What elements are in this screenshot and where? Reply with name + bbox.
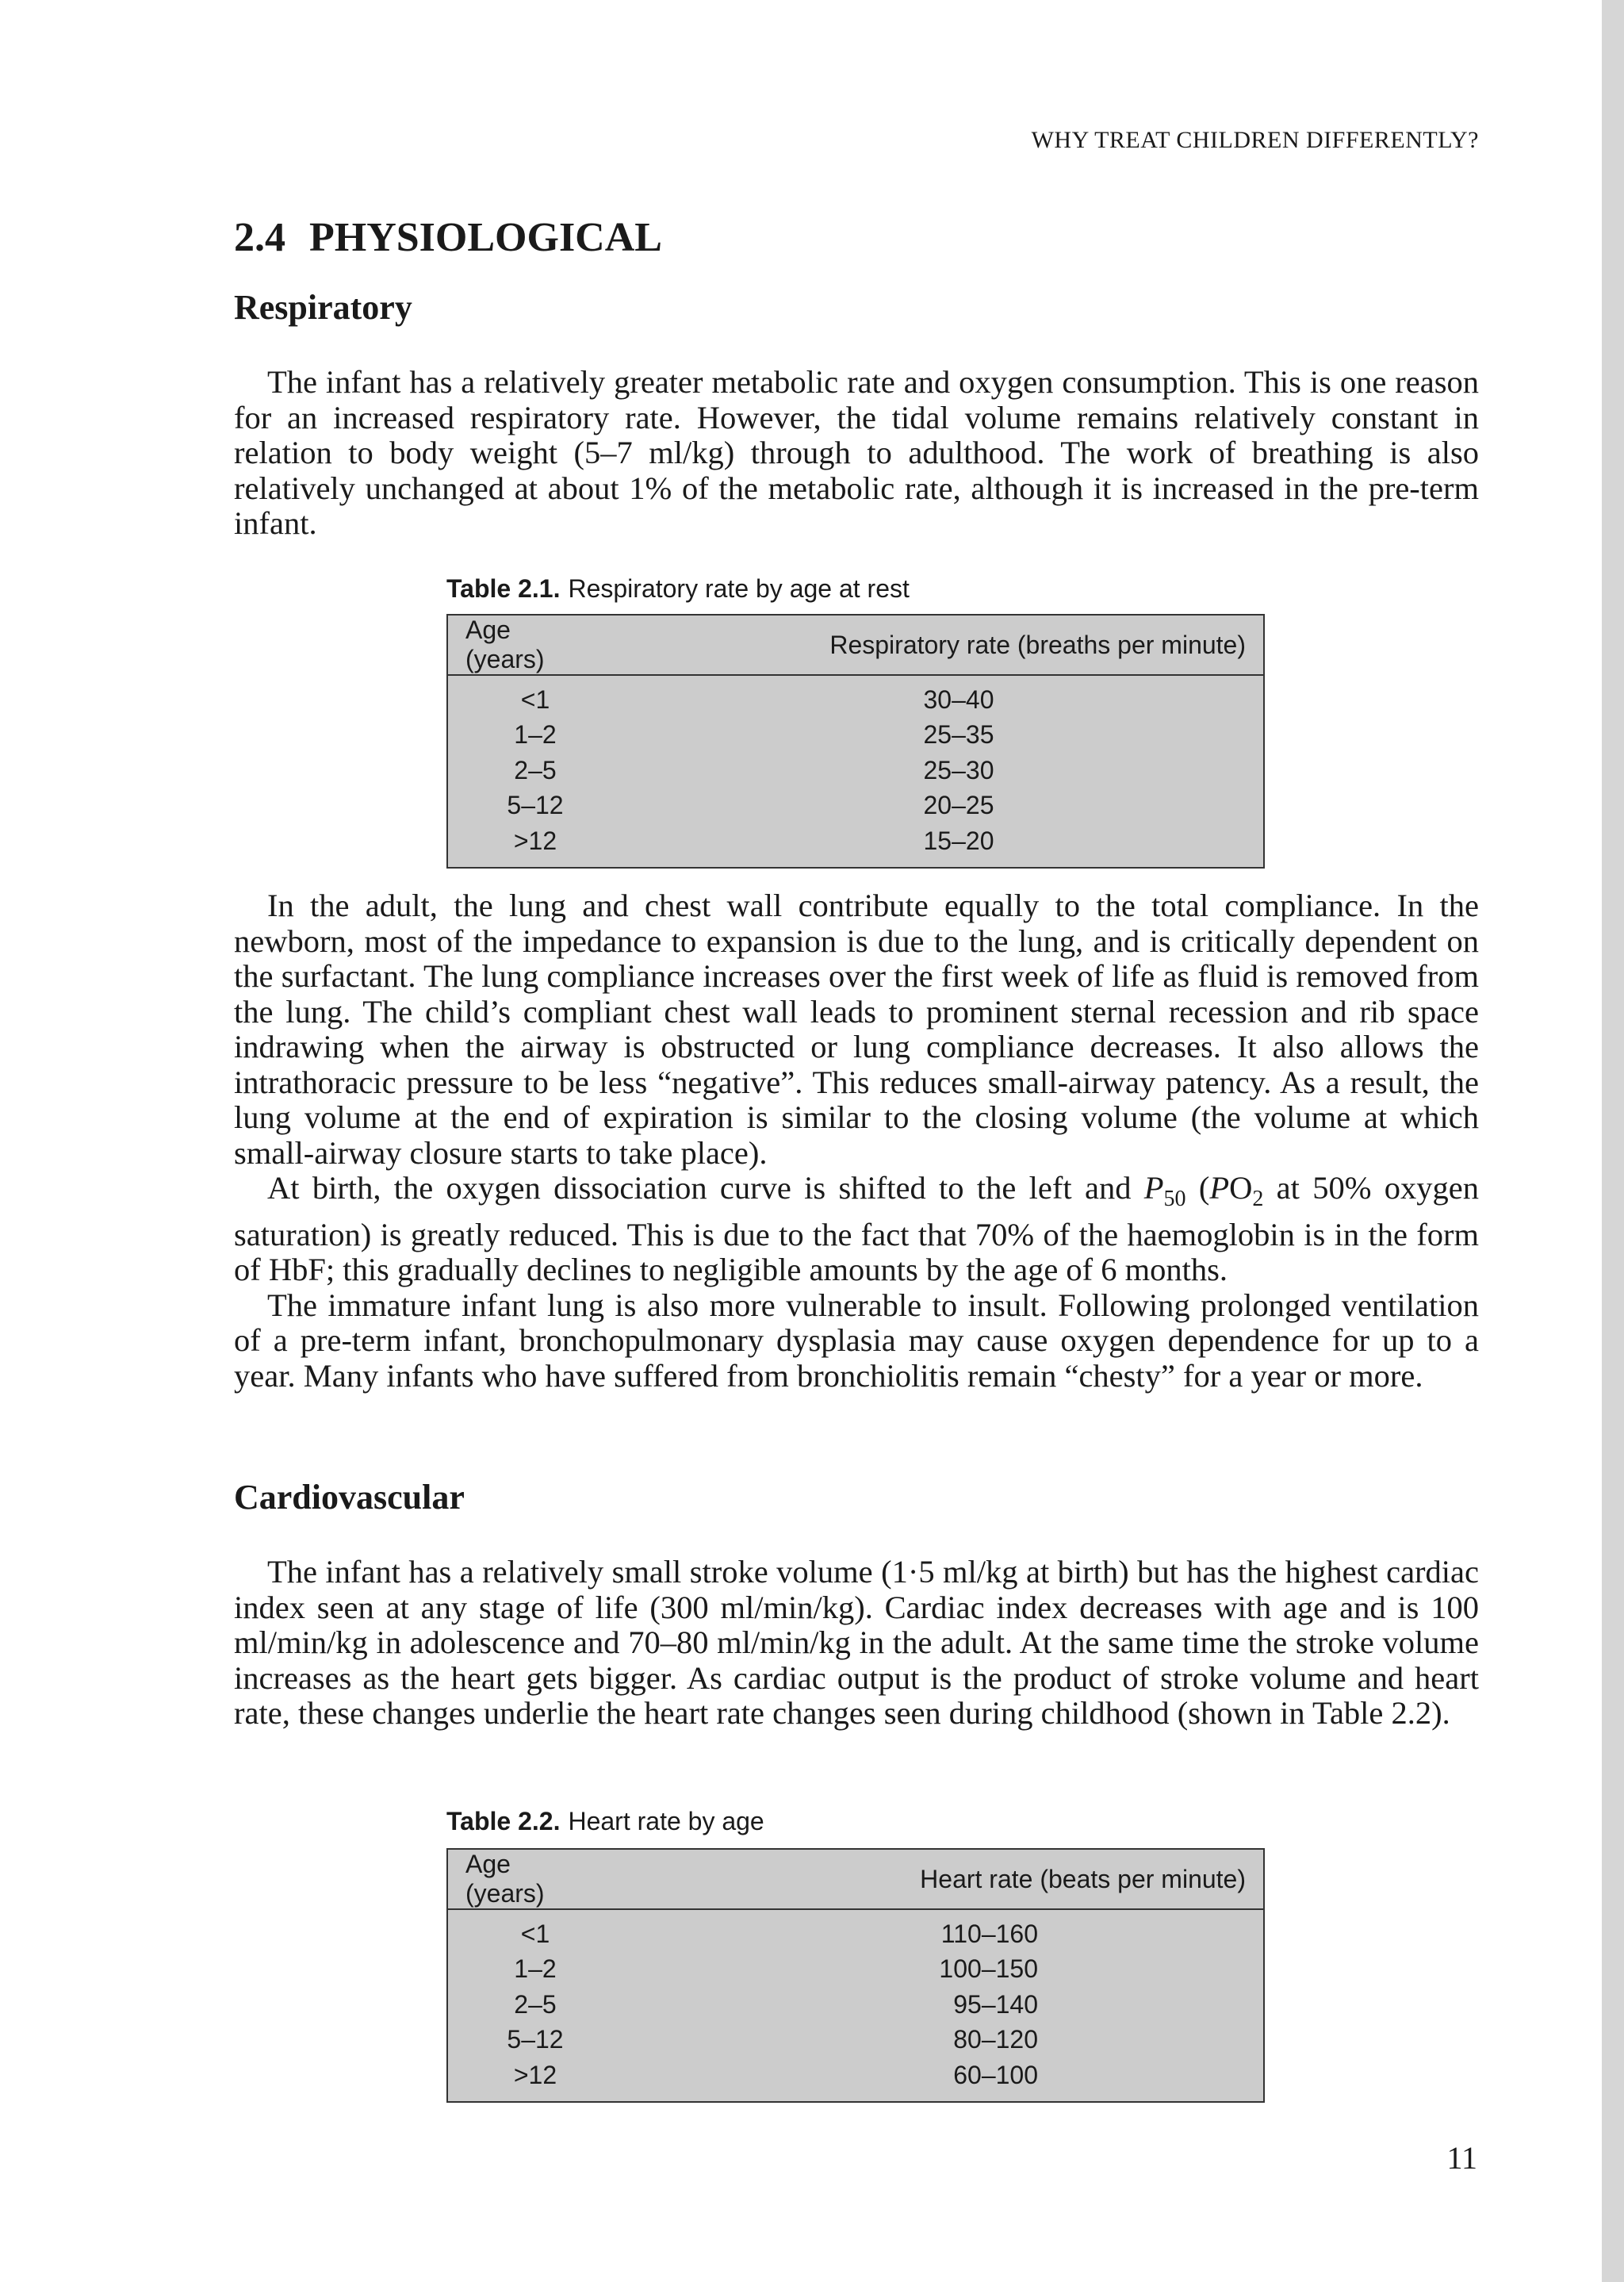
table-label: Table 2.2. (446, 1807, 561, 1835)
rate-cell: 110–160 (940, 1919, 1038, 1948)
running-head: WHY TREAT CHILDREN DIFFERENTLY? (1031, 127, 1479, 153)
column-header-age: Age (years) (447, 615, 607, 675)
page-edge-bar (1602, 0, 1624, 2282)
column-header-age: Age (years) (447, 1849, 607, 1909)
rate-cell: 25–30 (923, 755, 994, 784)
heading-cardiovascular: Cardiovascular (234, 1478, 465, 1517)
page-number: 11 (1446, 2140, 1477, 2176)
table-row (447, 788, 1264, 824)
table-row (447, 2058, 1264, 2102)
age-cell: 5–12 (507, 2025, 564, 2054)
heart-rate-table (446, 1848, 1265, 2103)
age-cell: 2–5 (514, 755, 557, 784)
age-cell: 2–5 (514, 1989, 557, 2019)
rate-cell: 60–100 (953, 2060, 1038, 2089)
table-row (447, 823, 1264, 868)
column-header-rate: Heart rate (beats per minute) (607, 1849, 1264, 1909)
paragraph: The immature infant lung is also more vulnerable to insult. Following prolonged ventilation of a pre-term infant, bronchopulmonary dysplasia may cause oxygen dependence for up to a year. Many infants who have suffered from bronchiolitis remain “chesty” for a year or more. (234, 1287, 1479, 1394)
age-cell: 1–2 (514, 720, 557, 750)
table-caption (446, 1807, 764, 1836)
rate-cell: 80–120 (953, 2025, 1038, 2054)
table-caption-text: Respiratory rate by age at rest (568, 574, 910, 603)
respiratory-intro (234, 365, 1479, 542)
respiratory-body (234, 888, 1479, 1394)
table-row (447, 1909, 1264, 1952)
age-cell: >12 (513, 2060, 557, 2089)
rate-cell: 30–40 (923, 685, 994, 714)
table-row (447, 1987, 1264, 2023)
age-cell: >12 (513, 826, 557, 855)
paragraph: In the adult, the lung and chest wall contribute equally to the total compliance. In the newborn, most of the impedance to expansion is due to the lung, and is critically dependent on the surfactant. The lung compliance increases over the first week of life as fluid is removed from the lung. The child’s compliant chest wall leads to prominent sternal recession and rib space indrawing when the airway is obstructed or lung compliance decreases. It also allows the intrathoracic pressure to be less “negative”. This reduces small-airway patency. As a result, the lung volume at the end of expiration is similar to the closing volume (the volume at which small-airway closure starts to take place). (234, 888, 1479, 1171)
rate-cell: 15–20 (923, 826, 994, 855)
table-row (447, 675, 1264, 718)
section-title (234, 214, 662, 261)
table-row (447, 2023, 1264, 2058)
heading-respiratory: Respiratory (234, 288, 412, 327)
paragraph: The infant has a relatively small stroke volume (1·5 ml/kg at birth) but has the highest cardiac index seen at any stage of life (300 ml/min/kg). Cardiac index decreases with age and is 100 ml/min/kg in adolescence and 70–80 ml/min/kg in the adult. At the same time the stroke volume increases as the heart gets bigger. As cardiac output is the product of stroke volume and heart rate, these changes underlie the heart rate changes seen during childhood (shown in Table 2.2). (234, 1554, 1479, 1731)
table-caption-text: Heart rate by age (568, 1807, 764, 1835)
rate-cell: 95–140 (953, 1989, 1038, 2019)
table-label: Table 2.1. (446, 574, 561, 603)
table-row (447, 718, 1264, 754)
table-caption (446, 574, 910, 604)
paragraph: At birth, the oxygen dissociation curve is shifted to the left and $P_{50}$ ($PO_2$ at 50% oxygen saturation) is greatly reduced. This is due to the fact that 70% of the haemoglobin is in the form of HbF; this gradually declines to negligible amounts by the age of 6 months. (234, 1170, 1479, 1288)
respiratory-rate-table (446, 614, 1265, 869)
section-title-text: PHYSIOLOGICAL (309, 215, 662, 260)
rate-cell: 25–35 (923, 720, 994, 750)
rate-cell: 100–150 (939, 1954, 1038, 1984)
table-row (447, 1952, 1264, 1988)
cardiovascular-body (234, 1555, 1479, 1732)
age-cell: <1 (520, 1919, 550, 1948)
age-cell: 1–2 (514, 1954, 557, 1984)
section-number: 2.4 (234, 215, 285, 260)
column-header-rate: Respiratory rate (breaths per minute) (607, 615, 1264, 675)
rate-cell: 20–25 (923, 791, 994, 820)
table-row (447, 753, 1264, 788)
age-cell: 5–12 (507, 791, 564, 820)
age-cell: <1 (520, 685, 550, 714)
paragraph: The infant has a relatively greater metabolic rate and oxygen consumption. This is one reason for an increased respiratory rate. However, the tidal volume remains relatively constant in relation to body weight (5–7 ml/kg) through to adulthood. The work of breathing is also relatively unchanged at about 1% of the metabolic rate, although it is increased in the pre-term infant. (234, 364, 1479, 541)
